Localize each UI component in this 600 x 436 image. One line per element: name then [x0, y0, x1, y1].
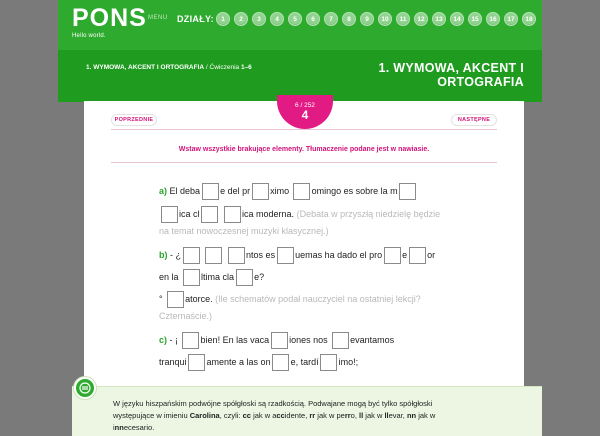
sentence-fragment: ica moderna.	[242, 209, 295, 219]
section-button-1[interactable]: 1	[216, 12, 230, 26]
note-text-part: i	[113, 423, 115, 432]
answer-box[interactable]	[272, 354, 289, 371]
sentence-fragment: ica cl	[179, 209, 200, 219]
section-button-7[interactable]: 7	[324, 12, 338, 26]
breadcrumb-exercises: Ćwiczenia	[209, 64, 241, 71]
breadcrumb-unit[interactable]: 1. WYMOWA, AKCENT I ORTOGRAFIA	[86, 64, 205, 71]
translation-text: na temat nowoczesnej muzyki klasycznej.)	[159, 226, 329, 236]
sentence-fragment: bien! En las vaca	[200, 335, 270, 345]
item-letter-c: c)	[159, 335, 168, 345]
sentence-fragment: evantamos	[350, 335, 395, 345]
answer-box[interactable]	[271, 332, 288, 349]
note-keyword: ll	[359, 411, 364, 420]
answer-box[interactable]	[277, 247, 294, 264]
answer-box[interactable]	[384, 247, 401, 264]
page-title: 1. WYMOWA, AKCENT I ORTOGRAFIA	[378, 61, 524, 89]
sentence-fragment: amente a las on	[206, 357, 271, 367]
info-note-text	[113, 398, 533, 434]
sentence-fragment: e del pr	[220, 186, 251, 196]
note-keyword: nn	[114, 423, 124, 432]
note-text-part: ecesario.	[123, 423, 155, 432]
answer-box[interactable]	[224, 206, 241, 223]
sentence-fragment: ximo	[270, 186, 290, 196]
answer-box[interactable]	[320, 354, 337, 371]
exercise-line	[159, 221, 329, 241]
previous-button[interactable]: POPRZEDNIE	[111, 114, 157, 126]
note-text-part: jak w a	[250, 411, 277, 420]
answer-box[interactable]	[201, 206, 218, 223]
answer-box[interactable]	[183, 247, 200, 264]
note-keyword: rr	[309, 411, 316, 420]
pons-logo[interactable]	[72, 4, 147, 39]
section-button-13[interactable]: 13	[432, 12, 446, 26]
sentence-fragment: en la	[159, 272, 179, 282]
info-note-icon[interactable]	[74, 377, 96, 399]
sentence-fragment: omingo es sobre la m	[311, 186, 398, 196]
note-line: W języku hiszpańskim podwójne spółgłoski są rzadkością. Podwajane mogą być tylko spółgłoski	[113, 399, 433, 408]
answer-box[interactable]	[236, 269, 253, 286]
note-keyword: cc	[242, 411, 251, 420]
section-button-2[interactable]: 2	[234, 12, 248, 26]
section-button-17[interactable]: 17	[504, 12, 518, 26]
answer-box[interactable]	[293, 183, 310, 200]
section-button-3[interactable]: 3	[252, 12, 266, 26]
answer-box[interactable]	[252, 183, 269, 200]
sentence-fragment: ntos es	[246, 250, 276, 260]
section-button-9[interactable]: 9	[360, 12, 374, 26]
sentence-fragment: or	[427, 250, 436, 260]
sentence-fragment: e	[402, 250, 408, 260]
answer-box[interactable]	[183, 269, 200, 286]
note-text-part: , czyli:	[219, 411, 243, 420]
answer-box[interactable]	[182, 332, 199, 349]
section-button-14[interactable]: 14	[450, 12, 464, 26]
sentence-fragment: imo!;	[338, 357, 359, 367]
section-button-10[interactable]: 10	[378, 12, 392, 26]
exercise-progress: 6 / 252	[295, 102, 315, 109]
logo-tagline: Hello world.	[72, 33, 106, 39]
note-text-part: jak w	[363, 411, 385, 420]
sentence-fragment: tranqui	[159, 357, 187, 367]
section-button-12[interactable]: 12	[414, 12, 428, 26]
toggle-note-icon	[79, 382, 91, 394]
exercise-line	[159, 245, 435, 265]
answer-box[interactable]	[205, 247, 222, 264]
exercise-line	[159, 267, 264, 287]
section-button-5[interactable]: 5	[288, 12, 302, 26]
note-keyword: Carolina	[189, 411, 220, 420]
exercise-instruction: Wstaw wszystkie brakujące elementy. Tłumaczenie podane jest w nawiasie.	[178, 146, 430, 153]
translation-text: (Ile schematów podał nauczyciel na ostatniej lekcji?	[215, 294, 421, 304]
exercise-counter-badge	[277, 95, 333, 129]
exercise-number: 4	[301, 108, 309, 122]
note-text-part: występujące w imieniu	[113, 411, 190, 420]
exercise-line	[159, 330, 394, 350]
section-button-18[interactable]: 18	[522, 12, 536, 26]
top-header	[58, 0, 542, 50]
note-text-part: idente,	[284, 411, 310, 420]
translation-text: (Debata w przyszłą niedzielę będzie	[296, 209, 441, 219]
section-nav	[216, 12, 536, 26]
note-keyword: cc	[276, 411, 285, 420]
sections-label: DZIAŁY:	[177, 14, 214, 24]
note-text-part: jak w pe	[315, 411, 345, 420]
sentence-fragment: uemas ha dado el pro	[295, 250, 383, 260]
sentence-fragment: - ¿	[170, 250, 182, 260]
note-text-part: jak w	[416, 411, 436, 420]
answer-box[interactable]	[188, 354, 205, 371]
note-keyword: rr	[344, 411, 351, 420]
section-button-6[interactable]: 6	[306, 12, 320, 26]
section-button-8[interactable]: 8	[342, 12, 356, 26]
sentence-fragment: atorce.	[185, 294, 213, 304]
section-button-16[interactable]: 16	[486, 12, 500, 26]
exercise-line	[159, 352, 358, 372]
answer-box[interactable]	[332, 332, 349, 349]
sentence-fragment: e, tardí	[290, 357, 319, 367]
item-letter-a: a)	[159, 186, 168, 196]
section-button-4[interactable]: 4	[270, 12, 284, 26]
breadcrumb	[86, 64, 252, 71]
sentence-fragment: e?	[254, 272, 265, 282]
breadcrumb-range: 1–6	[240, 64, 252, 71]
exercise-line	[159, 306, 212, 326]
exercise-line	[159, 181, 418, 201]
sentence-fragment: - ¡	[169, 335, 179, 345]
answer-box[interactable]	[202, 183, 219, 200]
next-button[interactable]: NASTĘPNE	[451, 114, 497, 126]
note-keyword: nn	[406, 411, 417, 420]
breadcrumb-separator: /	[204, 64, 210, 71]
section-button-15[interactable]: 15	[468, 12, 482, 26]
answer-box[interactable]	[167, 291, 184, 308]
note-text-part: o,	[350, 411, 360, 420]
sentence-fragment: iones nos	[289, 335, 328, 345]
sentence-fragment: ltima cla	[201, 272, 235, 282]
divider	[111, 162, 497, 163]
sentence-fragment: °	[159, 294, 163, 304]
sentence-fragment: El deba	[169, 186, 201, 196]
answer-box[interactable]	[399, 183, 416, 200]
translation-text: Czternaście.)	[159, 311, 213, 321]
section-button-11[interactable]: 11	[396, 12, 410, 26]
item-letter-b: b)	[159, 250, 168, 260]
divider	[111, 129, 497, 130]
answer-box[interactable]	[409, 247, 426, 264]
note-text-part: evar,	[388, 411, 407, 420]
logo-wordmark: PONS	[72, 4, 147, 32]
menu-label[interactable]: MENU	[148, 15, 168, 21]
note-keyword: ll	[384, 411, 389, 420]
answer-box[interactable]	[161, 206, 178, 223]
exercise-card	[84, 101, 524, 401]
answer-box[interactable]	[228, 247, 245, 264]
